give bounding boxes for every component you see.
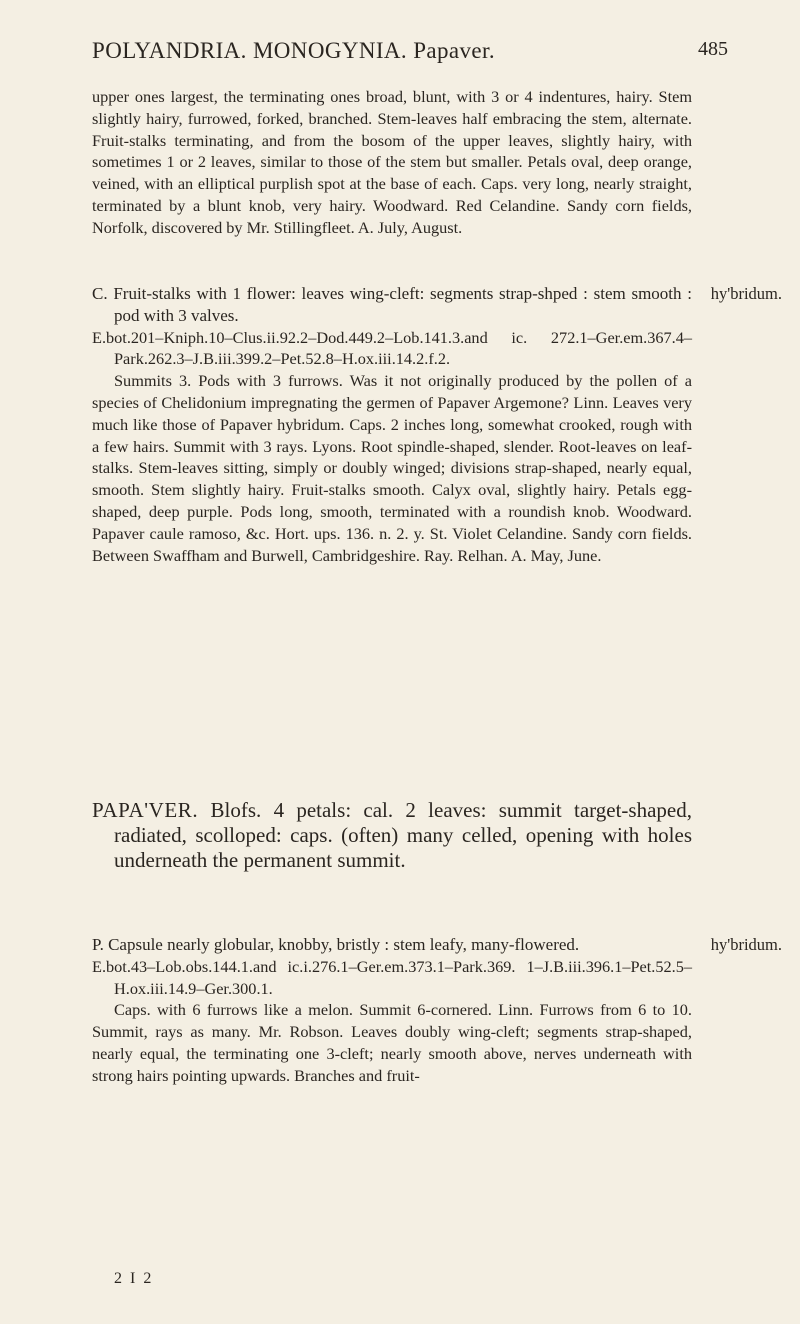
species-description: Caps. with 6 furrows like a melon. Summit 6-cornered. Linn. Furrows from 6 to 10. Summit, rays as many. Mr. Robson. Leaves doubly wing-cleft; segments strap-shaped, nearly equal, the terminating one 3-cleft; nearly smooth above, nerves underneath with strong hairs pointing upwards. Branches and fruit- — [92, 1000, 692, 1085]
species-references: E.bot.201–Kniph.10–Clus.ii.92.2–Dod.449.2–Lob.141.3.and ic. 272.1–Ger.em.367.4–Park.262.3–J.B.iii.399.2–Pet.52.8–H.ox.iii.14.2.f.2. — [92, 327, 692, 369]
genus-name: PAPA'VER. — [92, 798, 199, 822]
species-heading: P. Capsule nearly globular, knobby, bristly : stem leafy, many-flowered. — [92, 935, 580, 954]
paragraph-text: upper ones largest, the terminating ones broad, blunt, with 3 or 4 indentures, hairy. Stem slightly hairy, furrowed, forked, branched. Stem-leaves half embracing the stem, alternate. Fruit-stalks terminating, and from the bosom of the upper leaves, slightly hairy, with sometimes 1 or 2 leaves, similar to those of the stem but smaller. Petals oval, deep orange, veined, with an elliptical purplish spot at the base of each. Caps. very long, nearly straight, terminated by a blunt knob, very hairy. Woodward. Red Celandine. Sandy corn fields, Norfolk, discovered by Mr. Stillingfleet. A. July, August. — [92, 87, 692, 237]
page-header — [92, 38, 728, 72]
signature-mark: 2 I 2 — [114, 1270, 154, 1287]
species-entry-c — [92, 283, 692, 566]
species-references: E.bot.43–Lob.obs.144.1.and ic.i.276.1–Ger.em.373.1–Park.369. 1–J.B.iii.396.1–Pet.52.5–H.ox.iii.14.9–Ger.300.1. — [92, 956, 692, 998]
margin-species-name-c: hy'bridum. — [710, 284, 782, 303]
paragraph-continuation — [92, 86, 692, 239]
species-heading: C. Fruit-stalks with 1 flower: leaves wing-cleft: segments strap-shped : stem smooth : pod with 3 valves. — [92, 284, 692, 325]
page-number: 485 — [698, 38, 728, 60]
genus-description — [92, 798, 692, 873]
running-head: POLYANDRIA. MONOGYNIA. Papaver. — [92, 38, 495, 63]
species-entry-p — [92, 934, 692, 1087]
species-description: Summits 3. Pods with 3 furrows. Was it not originally produced by the pollen of a species of Chelidonium impregnating the germen of Papaver Argemone? Linn. Leaves very much like those of Papaver hybridum. Caps. 2 inches long, somewhat crooked, rough with a few hairs. Summit with 3 rays. Lyons. Root spindle-shaped, slender. Root-leaves on leaf-stalks. Stem-leaves sitting, simply or doubly winged; divisions strap-shaped, nearly equal, smooth. Stem slightly hairy. Fruit-stalks smooth. Calyx oval, slightly hairy. Petals egg-shaped, deep purple. Pods long, smooth, terminated with a roundish knob. Woodward. Papaver caule ramoso, &c. Hort. ups. 136. n. 2. y. St. Violet Celandine. Sandy corn fields. Between Swaffham and Burwell, Cambridgeshire. Ray. Relhan. A. May, June. — [92, 371, 692, 565]
genus-entry — [92, 798, 692, 873]
margin-species-name-p: hy'bridum. — [710, 935, 782, 954]
genus-character: Blofs. 4 petals: cal. 2 leaves: summit target-shaped, radiated, scolloped: caps. (often) many celled, opening with holes underneath the permanent summit. — [114, 798, 692, 872]
